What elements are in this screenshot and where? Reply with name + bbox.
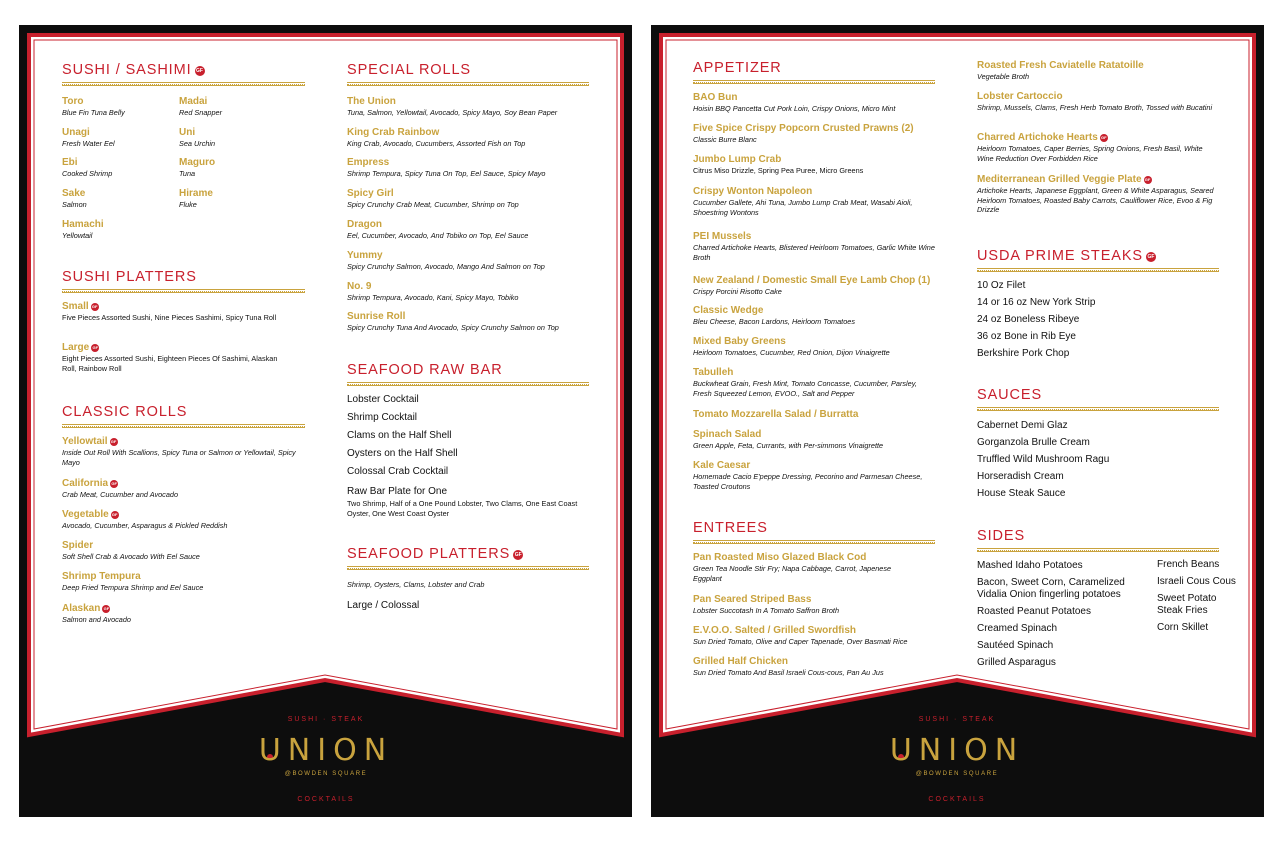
menu-item: Spider Soft Shell Crab & Avocado With Eel Sauce	[62, 540, 200, 561]
logo-arc-bottom: COCKTAILS	[297, 796, 355, 803]
section-title-seafood-raw-bar: SEAFOOD RAW BAR	[347, 362, 503, 378]
steak-item: 14 or 16 oz New York Strip	[977, 297, 1096, 308]
sauce-item: Truffled Wild Mushroom Ragu	[977, 454, 1110, 465]
menu-item: Tabulleh Buckwheat Grain, Fresh Mint, Tomato Concasse, Cucumber, Parsley, Fresh Squeezed Lemon, EVOO., Salt and Pepper	[693, 367, 917, 398]
side-item: Steak Fries	[1157, 605, 1208, 616]
logo-wordmark: UNION	[258, 733, 394, 768]
menu-item: Tomato Mozzarella Salad / Burratta	[693, 409, 859, 420]
section-title-special-rolls: SPECIAL ROLLS	[347, 62, 471, 78]
gluten-free-badge: GF	[1144, 177, 1151, 182]
menu-item: Spinach Salad Green Apple, Feta, Currants, with Per-simmons Vinaigrette	[693, 429, 884, 450]
raw-bar-item: Colossal Crab Cocktail	[347, 466, 449, 477]
section-title-entrees: ENTREES	[693, 520, 768, 536]
side-item: Grilled Asparagus	[977, 657, 1056, 668]
section-title-seafood-platters: SEAFOOD PLATTERS GF	[347, 546, 522, 562]
raw-bar-item: Lobster Cocktail	[347, 394, 419, 405]
menu-item: Roasted Fresh Caviatelle Ratatoille Vegetable Broth	[977, 60, 1144, 81]
menu-item: Mixed Baby Greens Heirloom Tomatoes, Cucumber, Red Onion, Dijon Vinaigrette	[693, 336, 890, 357]
steak-item: Berkshire Pork Chop	[977, 348, 1070, 359]
side-item: Corn Skillet	[1157, 622, 1209, 633]
section-divider	[62, 424, 305, 428]
gluten-free-badge: GF	[110, 439, 117, 444]
sauce-item: Gorganzola Brulle Cream	[977, 437, 1090, 448]
logo-arc-top: SUSHI · STEAK	[918, 716, 996, 723]
section-divider	[347, 566, 589, 570]
logo-arc-bottom: COCKTAILS	[928, 796, 986, 803]
menu-item: Hirame Fluke	[179, 188, 213, 209]
raw-bar-item: Oysters on the Half Shell	[347, 448, 458, 459]
logo-arc-top: SUSHI · STEAK	[287, 716, 365, 723]
menu-item: Shrimp Tempura Deep Fried Tempura Shrimp and Eel Sauce	[62, 571, 204, 592]
menu-item: New Zealand / Domestic Small Eye Lamb Chop (1) Crispy Porcini Risotto Cake	[693, 275, 931, 296]
section-title-classic-rolls: CLASSIC ROLLS	[62, 404, 188, 420]
section-divider	[977, 407, 1219, 411]
gluten-free-badge: GF	[103, 606, 110, 611]
menu-item: Yellowtail GF Inside Out Roll With Scallions, Spicy Tuna or Salmon or Yellowtail, Spicy Mayo	[62, 436, 296, 467]
logo-subtitle: @BOWDEN SQUARE	[915, 771, 999, 777]
side-item: Bacon, Sweet Corn, Caramelized	[977, 577, 1125, 588]
side-item: Mashed Idaho Potatoes	[977, 560, 1083, 571]
section-title-sides: SIDES	[977, 528, 1026, 544]
gluten-free-badge: GF	[111, 481, 117, 486]
side-item: Creamed Spinach	[977, 623, 1058, 634]
menu-item: Ebi Cooked Shrimp	[62, 157, 113, 178]
menu-item: Five Spice Crispy Popcorn Crusted Prawns (2) Classic Burre Blanc	[693, 123, 914, 144]
section-divider	[977, 548, 1219, 552]
logo-subtitle: @BOWDEN SQUARE	[284, 771, 368, 777]
section-title-sauces: SAUCES	[977, 387, 1043, 403]
raw-bar-item: Clams on the Half Shell	[347, 430, 452, 441]
sauce-item: Cabernet Demi Glaz	[977, 420, 1068, 431]
menu-item: California GF Crab Meat, Cucumber and Avocado	[62, 478, 179, 499]
menu-item: Hamachi Yellowtail	[62, 219, 104, 240]
gluten-free-badge: GF	[1147, 254, 1155, 260]
menu-item: Mediterranean Grilled Veggie Plate GF Artichoke Hearts, Japanese Eggplant, Green & White Asparagus, Seared Heirloom Tomatoes, Roasted Baby Carrots, Cauliflower Rice, Evoo & Fig Drizzle	[977, 174, 1214, 214]
menu-item: Uni Sea Urchin	[179, 127, 216, 148]
gluten-free-badge: GF	[92, 345, 99, 350]
menu-item: Lobster Cartoccio Shrimp, Mussels, Clams, Fresh Herb Tomato Broth, Tossed with Bucatini	[977, 91, 1213, 112]
menu-item: Vegetable GF Avocado, Cucumber, Asparagus & Pickled Reddish	[62, 509, 228, 530]
menu-item: No. 9 Shrimp Tempura, Avocado, Kani, Spicy Mayo, Tobiko	[347, 281, 519, 302]
section-title-usda-prime-steaks: USDA PRIME STEAKS GF	[977, 248, 1155, 264]
menu-item: E.V.O.O. Salted / Grilled Swordfish Sun Dried Tomato, Olive and Caper Tapenade, Over Basmati Rice	[693, 625, 908, 646]
section-divider	[977, 268, 1219, 272]
sauce-item: House Steak Sauce	[977, 488, 1066, 499]
side-item: French Beans	[1157, 559, 1220, 570]
menu-item: Maguro Tuna	[179, 157, 216, 178]
gluten-free-badge: GF	[1101, 135, 1107, 140]
menu-page-left	[19, 25, 632, 817]
union-logo	[246, 705, 406, 805]
menu-item: PEI Mussels Charred Artichoke Hearts, Blistered Heirloom Tomatoes, Garlic White Wine Broth	[693, 231, 935, 262]
menu-item: King Crab Rainbow King Crab, Avocado, Cucumbers, Assorted Fish on Top	[347, 127, 526, 148]
side-item: Israeli Cous Cous	[1157, 576, 1236, 587]
menu-item: Jumbo Lump Crab Citrus Miso Drizzle, Spring Pea Puree, Micro Greens	[693, 154, 864, 175]
menu-item: The Union Tuna, Salmon, Yellowtail, Avocado, Spicy Mayo, Soy Bean Paper	[347, 96, 558, 117]
menu-item: Small GF Five Pieces Assorted Sushi, Nine Pieces Sashimi, Spicy Tuna Roll	[62, 301, 277, 322]
section-title-sushi-platters: SUSHI PLATTERS	[62, 269, 197, 285]
menu-item: Large GF Eight Pieces Assorted Sushi, Eighteen Pieces Of Sashimi, Alaskan Roll, Rainbow Roll	[62, 342, 278, 373]
seafood-platter-desc: Shrimp, Oysters, Clams, Lobster and Crab	[347, 580, 485, 589]
side-item: Sweet Potato	[1157, 593, 1217, 604]
raw-bar-item: Shrimp Cocktail	[347, 412, 418, 423]
menu-item: Yummy Spicy Crunchy Salmon, Avocado, Mango And Salmon on Top	[347, 250, 545, 271]
menu-item: Kale Caesar Homemade Cacio E'peppe Dressing, Pecorino and Parmesan Cheese, Toasted Croutons	[693, 460, 923, 491]
menu-item: Spicy Girl Spicy Crunchy Crab Meat, Cucumber, Shrimp on Top	[347, 188, 519, 209]
menu-item: Empress Shrimp Tempura, Spicy Tuna On Top, Eel Sauce, Spicy Mayo	[347, 157, 546, 178]
menu-item: Unagi Fresh Water Eel	[62, 127, 115, 148]
menu-item: Dragon Eel, Cucumber, Avocado, And Tobiko on Top, Eel Sauce	[347, 219, 529, 240]
raw-bar-plate-name: Raw Bar Plate for One	[347, 486, 448, 497]
menu-item: Crispy Wonton Napoleon Cucumber Gallete, Ahi Tuna, Jumbo Lump Crab Meat, Wasabi Aioli, Shoestring Wontons	[693, 186, 913, 217]
logo-wordmark: UNION	[889, 733, 1025, 768]
sauce-item: Horseradish Cream	[977, 471, 1064, 482]
menu-item: Grilled Half Chicken Sun Dried Tomato And Basil Israeli Cous-cous, Pan Au Jus	[693, 656, 884, 677]
menu-item: Alaskan GF Salmon and Avocado	[62, 603, 131, 624]
section-divider	[347, 82, 589, 86]
side-item: Roasted Peanut Potatoes	[977, 606, 1091, 617]
menu-item: Classic Wedge Bleu Cheese, Bacon Lardons, Heirloom Tomatoes	[693, 305, 855, 326]
menu-page-right	[651, 25, 1264, 817]
raw-bar-plate-desc: Two Shrimp, Half of a One Pound Lobster, Two Clams, One East Coast Oyster, One West Coast Oyster	[347, 499, 578, 518]
menu-item: Charred Artichoke Hearts GF Heirloom Tomatoes, Caper Berries, Spring Onions, Fresh Basil, White Wine Reduction Over Forbidden Rice	[977, 132, 1203, 163]
side-item: Sautéed Spinach	[977, 640, 1054, 651]
menu-item: Pan Seared Striped Bass Lobster Succotash In A Tomato Saffron Broth	[693, 594, 840, 615]
steak-item: 10 Oz Filet	[977, 280, 1026, 291]
seafood-platter-sizes: Large / Colossal	[347, 600, 420, 611]
section-divider	[62, 82, 305, 86]
side-item: Vidalia Onion fingerling potatoes	[977, 589, 1121, 600]
union-logo	[877, 705, 1037, 805]
menu-item: Madai Red Snapper	[179, 96, 223, 117]
section-divider	[693, 540, 935, 544]
steak-item: 24 oz Boneless Ribeye	[977, 314, 1080, 325]
steak-item: 36 oz Bone in Rib Eye	[977, 331, 1076, 342]
menu-item: BAO Bun Hoisin BBQ Pancetta Cut Pork Loin, Crispy Onions, Micro Mint	[693, 92, 896, 113]
gluten-free-badge: GF	[91, 304, 98, 309]
section-divider	[347, 382, 589, 386]
menu-item: Sunrise Roll Spicy Crunchy Tuna And Avocado, Spicy Crunchy Salmon on Top	[347, 311, 559, 332]
gluten-free-badge: GF	[514, 552, 522, 558]
section-divider	[693, 80, 935, 84]
section-title-appetizer: APPETIZER	[693, 60, 782, 76]
gluten-free-badge: GF	[111, 512, 118, 517]
menu-item: Pan Roasted Miso Glazed Black Cod Green Tea Noodle Stir Fry; Napa Cabbage, Carrot, Japenese Eggplant	[693, 552, 892, 583]
section-divider	[62, 289, 305, 293]
gluten-free-badge: GF	[196, 68, 203, 74]
menu-item: Toro Blue Fin Tuna Belly	[62, 96, 125, 117]
section-title-sushi-sashimi: SUSHI / SASHIMI GF	[62, 62, 203, 78]
menu-item: Sake Salmon	[62, 188, 87, 209]
